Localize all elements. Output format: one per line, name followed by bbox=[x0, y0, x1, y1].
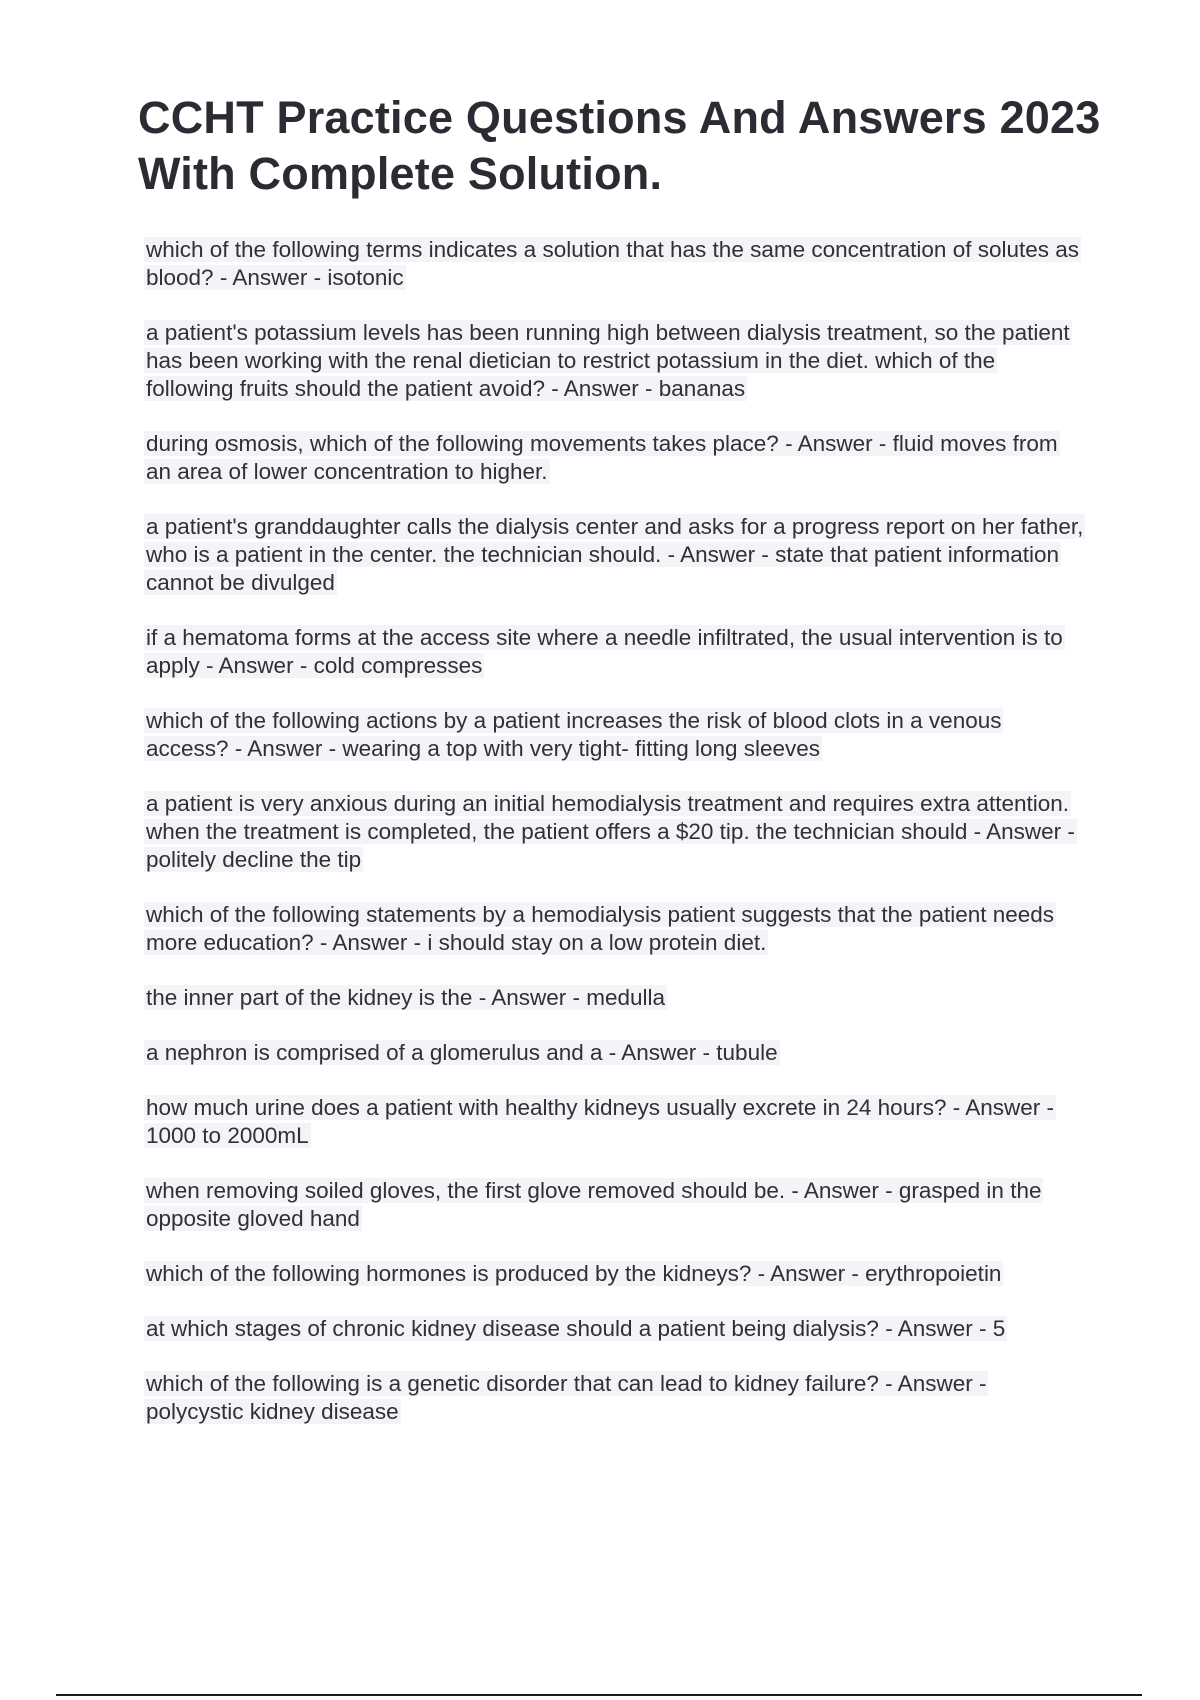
qa-item-text: a nephron is comprised of a glomerulus and a - Answer - tubule bbox=[146, 1040, 778, 1065]
qa-item-text: the inner part of the kidney is the - Answer - medulla bbox=[146, 985, 666, 1010]
qa-item bbox=[144, 707, 1084, 763]
qa-item-text: which of the following is a genetic disorder that can lead to kidney failure? - Answer - polycystic kidney disease bbox=[146, 1371, 987, 1424]
qa-item bbox=[144, 1370, 1084, 1426]
document-title bbox=[138, 90, 1178, 202]
qa-item-text: during osmosis, which of the following movements takes place? - Answer - fluid moves from an area of lower concentration to higher. bbox=[146, 431, 1058, 484]
qa-item bbox=[144, 1039, 1084, 1067]
qa-item-text: which of the following statements by a hemodialysis patient suggests that the patient needs more education? - Answer - i should stay on a low protein diet. bbox=[146, 902, 1055, 955]
qa-item-text: when removing soiled gloves, the first glove removed should be. - Answer - grasped in the opposite gloved hand bbox=[146, 1178, 1042, 1231]
qa-item-text: a patient is very anxious during an initial hemodialysis treatment and requires extra attention. when the treatment is completed, the patient offers a $20 tip. the technician should - Answer - politely decline the tip bbox=[146, 791, 1075, 872]
qa-item-text: if a hematoma forms at the access site where a needle infiltrated, the usual intervention is to apply - Answer - cold compresses bbox=[146, 625, 1063, 678]
qa-list bbox=[144, 236, 1084, 1453]
qa-item bbox=[144, 1315, 1084, 1343]
qa-item bbox=[144, 236, 1084, 292]
qa-item-text: a patient's granddaughter calls the dialysis center and asks for a progress report on her father, who is a patient in the center. the technician should. - Answer - state that patient information cannot be divulged bbox=[146, 514, 1084, 595]
qa-item-text: which of the following hormones is produced by the kidneys? - Answer - erythropoietin bbox=[146, 1261, 1002, 1286]
qa-item bbox=[144, 1260, 1084, 1288]
qa-item bbox=[144, 624, 1084, 680]
qa-item bbox=[144, 1177, 1084, 1233]
qa-item-text: a patient's potassium levels has been running high between dialysis treatment, so the patient has been working with the renal dietician to restrict potassium in the diet. which of the following fruits should the patient avoid? - Answer - bananas bbox=[146, 320, 1070, 401]
qa-item bbox=[144, 984, 1084, 1012]
qa-item-text: which of the following actions by a patient increases the risk of blood clots in a venous access? - Answer - wearing a top with very tight- fitting long sleeves bbox=[146, 708, 1002, 761]
qa-item bbox=[144, 430, 1084, 486]
qa-item bbox=[144, 1094, 1084, 1150]
qa-item-text: at which stages of chronic kidney disease should a patient being dialysis? - Answer - 5 bbox=[146, 1316, 1006, 1341]
qa-item bbox=[144, 513, 1084, 597]
footer-divider bbox=[56, 1694, 1142, 1696]
qa-item bbox=[144, 901, 1084, 957]
qa-item bbox=[144, 790, 1084, 874]
qa-item-text: how much urine does a patient with healthy kidneys usually excrete in 24 hours? - Answer - 1000 to 2000mL bbox=[146, 1095, 1054, 1148]
document-title-line-2: With Complete Solution. bbox=[138, 148, 663, 199]
qa-item-text: which of the following terms indicates a solution that has the same concentration of solutes as blood? - Answer - isotonic bbox=[146, 237, 1080, 290]
document-title-line-1: CCHT Practice Questions And Answers 2023 bbox=[138, 92, 1101, 143]
qa-item bbox=[144, 319, 1084, 403]
